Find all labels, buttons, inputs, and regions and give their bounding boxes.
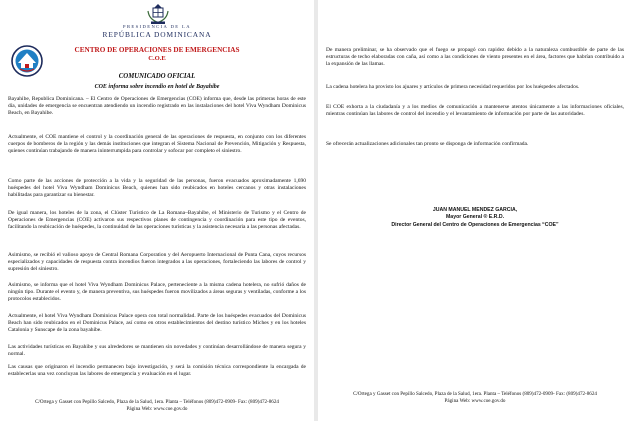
document-page-2 bbox=[318, 0, 632, 421]
paragraph: Actualmente, el hotel Viva Wyndham Dominicus Palace opera con total normalidad. Parte de los huéspedes evacuados del Dominicus Beach han sido reubicados en el Dominicus Palace, así como en otros establecimientos del destino turístico Miches y en los hoteles Catalonia y Sunscape de la zona bayahibe. bbox=[8, 313, 306, 333]
paragraph: La cadena hotelera ha provisto los ajuares y artículos de primera necesidad requeridos por los huéspedes afectados. bbox=[326, 84, 580, 90]
document-subtitle: COE informa sobre incendio en hotel de Bayahibe bbox=[94, 84, 220, 90]
paragraph-block bbox=[8, 210, 306, 231]
signatory-name: JUAN MANUEL MENDEZ GARCIA, bbox=[432, 207, 518, 213]
document-page-1 bbox=[0, 0, 314, 421]
footer-website: Página Web: www.coe.gov.do bbox=[444, 397, 506, 404]
paragraph: Actualmente, el COE mantiene el control y la coordinación general de las operaciones de respuesta, en conjunto con los diferentes cuerpos de bomberos de la región y las demás instituciones que integran el Sistema Nacional de Prevención, Mitigación y Respuesta, quienes continúan trabajando de manera ininterrumpida para controlar y sofocar por completo el siniestro. bbox=[8, 134, 306, 154]
org-acronym: C.O.E bbox=[148, 55, 166, 62]
signature-block bbox=[318, 207, 632, 229]
paragraph: De manera preliminar, se ha observado que el fuego se propagó con rapidez debido a la naturaleza combustible de parte de las estructuras de techo elaboradas con caña, así como a las condiciones de viento presentes en el área, factores que habrían contribuido a la expansión de las llamas. bbox=[326, 47, 624, 67]
paragraph: Las actividades turísticas en Bayahibe y sus alrededores se mantienen sin novedades y continúan desarrollándose de manera segura y normal. bbox=[8, 344, 306, 357]
presidency-main-label: REPÚBLICA DOMINICANA bbox=[102, 30, 212, 39]
paragraph: El COE exhorta a la ciudadanía y a los medios de comunicación a mantenerse atentos únicamente a las informaciones oficiales, mientras continúan las labores de control del incendio y el levantamiento de información por parte de las autoridades. bbox=[326, 104, 624, 117]
footer-website: Página Web: www.coe.gov.do bbox=[126, 405, 188, 412]
paragraph-block bbox=[326, 84, 624, 91]
paragraph-block bbox=[8, 134, 306, 155]
paragraph: De igual manera, los hoteles de la zona, el Clúster Turístico de La Romana–Bayahibe, el Ministerio de Turismo y el Centro de Operaciones de Emergencias (COE) activaron sus respectivos planes de contingencia y coordinación para este tipo de eventos, facilitando la reubicación de huéspedes, la continuidad de las operaciones turísticas y la asistencia necesaria a las personas afectadas. bbox=[8, 210, 306, 230]
paragraph: Como parte de las acciones de protección a la vida y la seguridad de las personas, fueron evacuados aproximadamente 1,690 huéspedes del hotel Viva Wyndham Dominicus Beach, quienes han sido reubicados en hoteles cercanos y otras instalaciones habilitadas para garantizar su bienestar. bbox=[8, 178, 306, 198]
paragraph-block bbox=[326, 47, 624, 68]
paragraph: Asimismo, se recibió el valioso apoyo de Central Romana Corporation y del Aeropuerto Internacional de Punta Cana, cuyos recursos especializados y capacidades de respuesta contra incendios fueron integrados a las operaciones, fortaleciendo las labores de control y supresión del siniestro. bbox=[8, 252, 306, 272]
document-title: COMUNICADO OFICIAL bbox=[118, 73, 196, 80]
signatory-role: Director General del Centro de Operaciones de Emergencias “COE” bbox=[391, 221, 559, 228]
paragraph: Asimismo, se informa que el hotel Viva Wyndham Dominicus Palace, perteneciente a la misma cadena hotelera, no sufrió daños de ningún tipo. Durante el evento y, de manera preventiva, sus huéspedes fueron movilizados a áreas seguras y ventiladas, conforme a los protocolos establecidos. bbox=[8, 282, 306, 302]
paragraph-block bbox=[326, 141, 624, 148]
paragraph-block bbox=[8, 282, 306, 303]
page-footer bbox=[0, 399, 314, 412]
presidential-seal-icon bbox=[145, 3, 171, 25]
paragraph-block bbox=[8, 364, 306, 378]
paragraph-block bbox=[8, 344, 306, 358]
paragraph-block bbox=[8, 252, 306, 273]
paragraph: Las causas que originaron el incendio permanecen bajo investigación, y será la comisión técnica correspondiente la encargada de establecerlas una vez concluyan las labores de emergencia y evaluación en el lugar. bbox=[8, 364, 306, 377]
paragraph-block bbox=[8, 178, 306, 199]
paragraph-block bbox=[326, 104, 624, 118]
presidency-top-label: PRESIDENCIA DE LA bbox=[123, 24, 191, 29]
org-name: CENTRO DE OPERACIONES DE EMERGENCIAS bbox=[74, 46, 240, 54]
signatory-rank: Mayor General ® E.R.D. bbox=[445, 214, 505, 221]
paragraph-block bbox=[8, 96, 306, 117]
footer-address: C/Ortega y Gasset con Pepillo Salcedo, Plaza de la Salud, 1era. Planta – Teléfonos (809)472-0909- Fax: (809)472-8624 bbox=[35, 399, 279, 405]
paragraph-block bbox=[8, 313, 306, 334]
paragraph: Bayahibe, Republica Dominicana. – El Centro de Operaciones de Emergencias (COE) informa que, desde las primeras horas de este día, unidades de emergencia se encuentran atendiendo un incendio registrado en las instalaciones del hotel Viva Wyndham Dominicus Beach, en Bayahibe. bbox=[8, 96, 306, 116]
paragraph: Se ofrecerán actualizaciones adicionales tan pronto se disponga de información confirmada. bbox=[326, 141, 529, 147]
footer-address: C/Ortega y Gasset con Pepillo Salcedo, Plaza de la Salud, 1era. Planta – Teléfonos (809)472-0909- Fax: (809)472-8624 bbox=[353, 391, 597, 397]
page-footer bbox=[318, 391, 632, 404]
